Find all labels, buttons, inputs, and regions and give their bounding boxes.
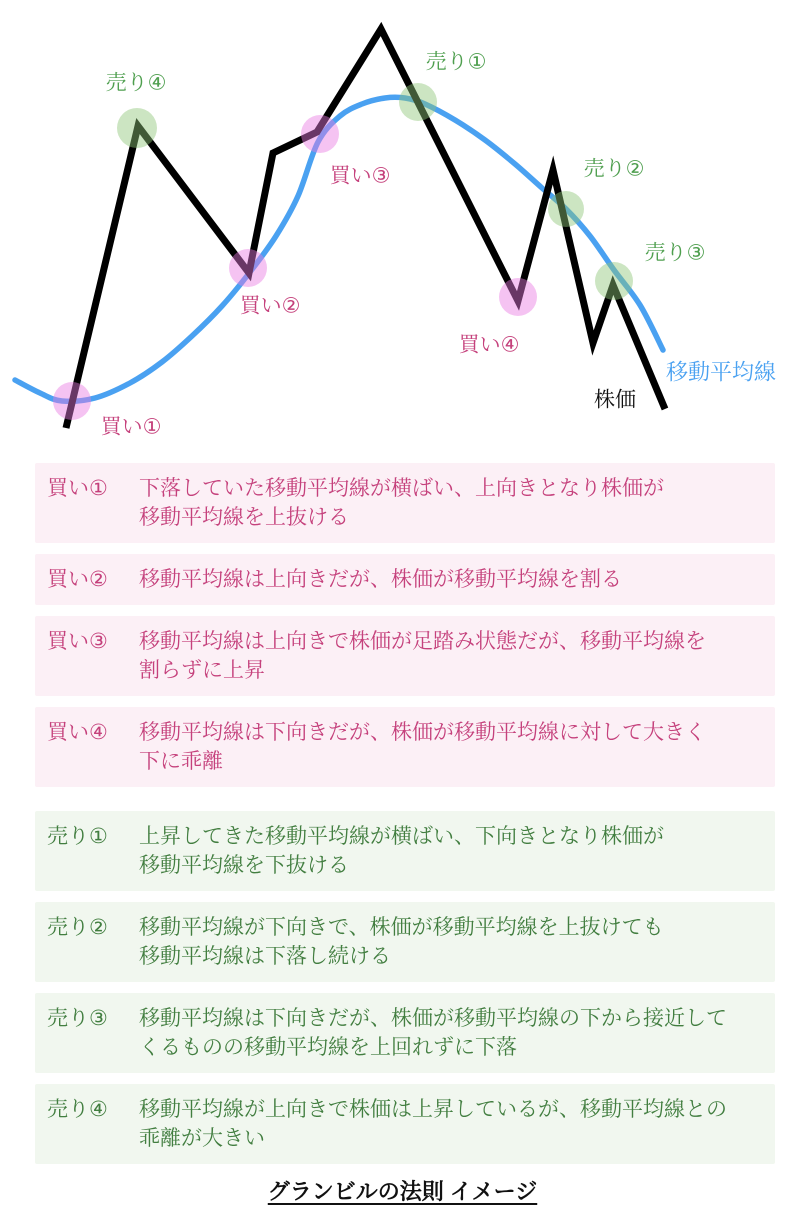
stock-price-label: 株価	[594, 388, 636, 412]
buy-2-marker	[229, 249, 267, 287]
sell-3-label: 売り③	[644, 241, 706, 265]
sell-1-marker	[399, 83, 437, 121]
sell-rule-2-label: 売り②	[47, 916, 108, 939]
buy-1-marker	[53, 382, 91, 420]
sell-rule-2-box	[35, 902, 775, 982]
description-line: 移動平均線が下向きで、株価が移動平均線を上抜けても	[139, 916, 664, 939]
sell-rule-1-description	[139, 822, 765, 880]
description-line: 上昇してきた移動平均線が横ばい、下向きとなり株価が	[139, 825, 664, 848]
buy-signals-section	[0, 463, 805, 787]
description-line: 乖離が大きい	[139, 1127, 265, 1150]
sell-1-label: 売り①	[425, 50, 487, 74]
sell-rule-3-label: 売り③	[47, 1007, 108, 1030]
buy-rule-3-box	[35, 616, 775, 696]
moving-average-label: 移動平均線	[665, 359, 777, 385]
sell-rule-3-box	[35, 993, 775, 1073]
buy-rule-4-label: 買い④	[47, 721, 108, 744]
description-line: 移動平均線を下抜ける	[139, 854, 349, 877]
buy-rule-1-box	[35, 463, 775, 543]
sell-2-label: 売り②	[583, 157, 645, 181]
buy-rule-4-box	[35, 707, 775, 787]
buy-3-marker	[301, 115, 339, 153]
buy-4-label: 買い④	[458, 333, 520, 357]
buy-rule-2-box	[35, 554, 775, 605]
sell-rule-1-box	[35, 811, 775, 891]
buy-rule-3-description	[139, 627, 765, 685]
sell-rule-3-description	[139, 1004, 765, 1062]
sell-signals-section	[0, 811, 805, 1164]
buy-rule-4-description	[139, 718, 765, 776]
buy-rule-2-label: 買い②	[47, 568, 108, 591]
description-line: 割らずに上昇	[139, 659, 265, 682]
description-line: くるものの移動平均線を上回れずに下落	[139, 1036, 517, 1059]
buy-rule-3-label: 買い③	[47, 630, 108, 653]
sell-2-marker	[548, 191, 584, 227]
buy-1-label: 買い①	[100, 415, 162, 439]
description-line: 移動平均線を上抜ける	[139, 506, 349, 529]
chart-canvas	[0, 0, 805, 455]
description-line: 移動平均線は下向きだが、株価が移動平均線に対して大きく	[139, 721, 706, 744]
sell-4-marker	[117, 108, 157, 148]
description-line: 下に乖離	[139, 750, 223, 773]
description-line: 移動平均線は下向きだが、株価が移動平均線の下から接近して	[139, 1007, 727, 1030]
buy-rule-1-label: 買い①	[47, 477, 108, 500]
description-line: 移動平均線は上向きだが、株価が移動平均線を割る	[139, 568, 622, 591]
buy-rule-1-description	[139, 474, 765, 532]
sell-rule-1-label: 売り①	[47, 825, 108, 848]
description-line: 移動平均線は上向きで株価が足踏み状態だが、移動平均線を	[139, 630, 706, 653]
granville-chart	[0, 0, 805, 455]
sell-rule-4-box	[35, 1084, 775, 1164]
description-line: 下落していた移動平均線が横ばい、上向きとなり株価が	[139, 477, 664, 500]
description-line: 移動平均線が上向きで株価は上昇しているが、移動平均線との	[139, 1098, 727, 1121]
buy-4-marker	[499, 278, 537, 316]
sell-rule-4-label: 売り④	[47, 1098, 108, 1121]
sell-rule-4-description	[139, 1095, 765, 1153]
sell-rule-2-description	[139, 913, 765, 971]
sell-4-label: 売り④	[105, 71, 167, 95]
page-title: グランビルの法則 イメージ	[267, 1179, 538, 1204]
buy-3-label: 買い③	[329, 164, 391, 188]
sell-3-marker	[595, 262, 633, 300]
buy-rule-2-description	[139, 565, 765, 594]
buy-2-label: 買い②	[239, 294, 301, 318]
description-line: 移動平均線は下落し続ける	[139, 945, 391, 968]
